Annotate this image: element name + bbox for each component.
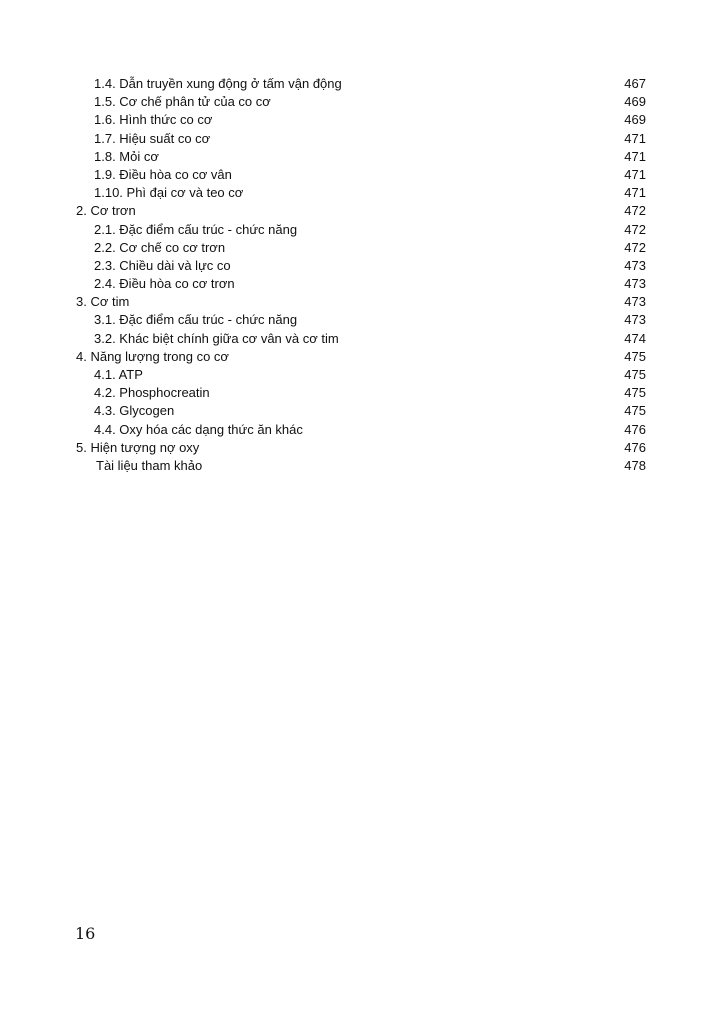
toc-entry-title: 1.9. Điều hòa co cơ vân (94, 166, 232, 182)
toc-entry-page: 476 (624, 439, 646, 455)
toc-entry (76, 457, 646, 475)
toc-entry (76, 75, 646, 93)
toc-entry-title: 1.5. Cơ chế phân tử của co cơ (94, 94, 271, 110)
toc-entry-title: 2.4. Điều hòa co cơ trơn (94, 276, 235, 292)
toc-entry-page: 476 (624, 421, 646, 437)
toc-entry-title: Tài liệu tham khảo (96, 457, 203, 473)
toc-entry (76, 184, 646, 202)
page-number: 16 (75, 924, 96, 943)
toc-entry-title: 2.1. Đặc điểm cấu trúc - chức năng (94, 221, 298, 237)
toc-entry-page: 473 (624, 276, 646, 292)
toc-entry-page: 471 (624, 185, 646, 201)
toc-entry-title: 3.2. Khác biệt chính giữa cơ vân và cơ tim (94, 330, 339, 346)
toc-entry (76, 275, 646, 293)
toc-entry-page: 471 (624, 130, 646, 146)
toc-entry-page: 467 (624, 76, 646, 91)
toc-entry (76, 384, 646, 402)
toc-entry (76, 421, 646, 439)
toc-entry-page: 471 (624, 166, 646, 182)
toc-entry-page: 473 (624, 294, 646, 310)
toc-entry (76, 402, 646, 420)
toc-entry-title: 4.2. Phosphocreatin (94, 385, 210, 401)
toc-entry-page: 472 (624, 203, 646, 219)
toc-entry-title: 4.4. Oxy hóa các dạng thức ăn khác (94, 421, 303, 437)
toc-entry (76, 130, 646, 148)
toc-entry-title: 1.8. Mỏi cơ (94, 148, 159, 164)
toc-entry-title: 1.4. Dẫn truyền xung động ở tấm vận động (94, 76, 342, 91)
toc-entry-page: 471 (624, 148, 646, 164)
toc-entry-title: 1.10. Phì đại cơ và teo cơ (94, 185, 244, 201)
toc-entry (76, 257, 646, 275)
toc-entry-title: 1.7. Hiệu suất co cơ (94, 130, 211, 146)
toc-entry (76, 111, 646, 129)
toc-entry (76, 330, 646, 348)
toc-entry (76, 221, 646, 239)
toc-entry-title: 2.3. Chiều dài và lực co (94, 257, 231, 273)
toc-entry-page: 473 (624, 312, 646, 328)
toc-entry-page: 472 (624, 239, 646, 255)
toc-entry (76, 166, 646, 184)
toc-entry-page: 469 (624, 94, 646, 110)
toc-entry-page: 474 (624, 330, 646, 346)
toc-entry (76, 93, 646, 111)
toc-entry-title: 4. Năng lượng trong co cơ (76, 348, 229, 364)
toc-entry-title: 5. Hiện tượng nợ oxy (76, 439, 200, 455)
toc-entry-title: 4.3. Glycogen (94, 403, 175, 419)
toc-entry (76, 293, 646, 311)
toc-entry (76, 366, 646, 384)
table-of-contents (76, 75, 646, 475)
toc-entry-title: 2.2. Cơ chế co cơ trơn (94, 239, 226, 255)
toc-entry-title: 3.1. Đặc điểm cấu trúc - chức năng (94, 312, 298, 328)
toc-entry-page: 472 (624, 221, 646, 237)
toc-entry-page: 475 (624, 385, 646, 401)
toc-entry-title: 3. Cơ tim (76, 294, 130, 310)
toc-entry (76, 348, 646, 366)
toc-entry-page: 478 (624, 457, 646, 473)
toc-entry-page: 475 (624, 348, 646, 364)
toc-entry (76, 202, 646, 220)
toc-entry-title: 1.6. Hình thức co cơ (94, 112, 213, 128)
toc-entry (76, 148, 646, 166)
toc-entry-page: 469 (624, 112, 646, 128)
toc-entry-page: 475 (624, 367, 646, 382)
toc-entry-page: 473 (624, 257, 646, 273)
toc-entry-page: 475 (624, 403, 646, 419)
toc-entry (76, 239, 646, 257)
toc-entry-title: 2. Cơ trơn (76, 203, 136, 219)
toc-entry-title: 4.1. ATP (94, 367, 143, 382)
toc-entry (76, 439, 646, 457)
toc-entry (76, 311, 646, 329)
